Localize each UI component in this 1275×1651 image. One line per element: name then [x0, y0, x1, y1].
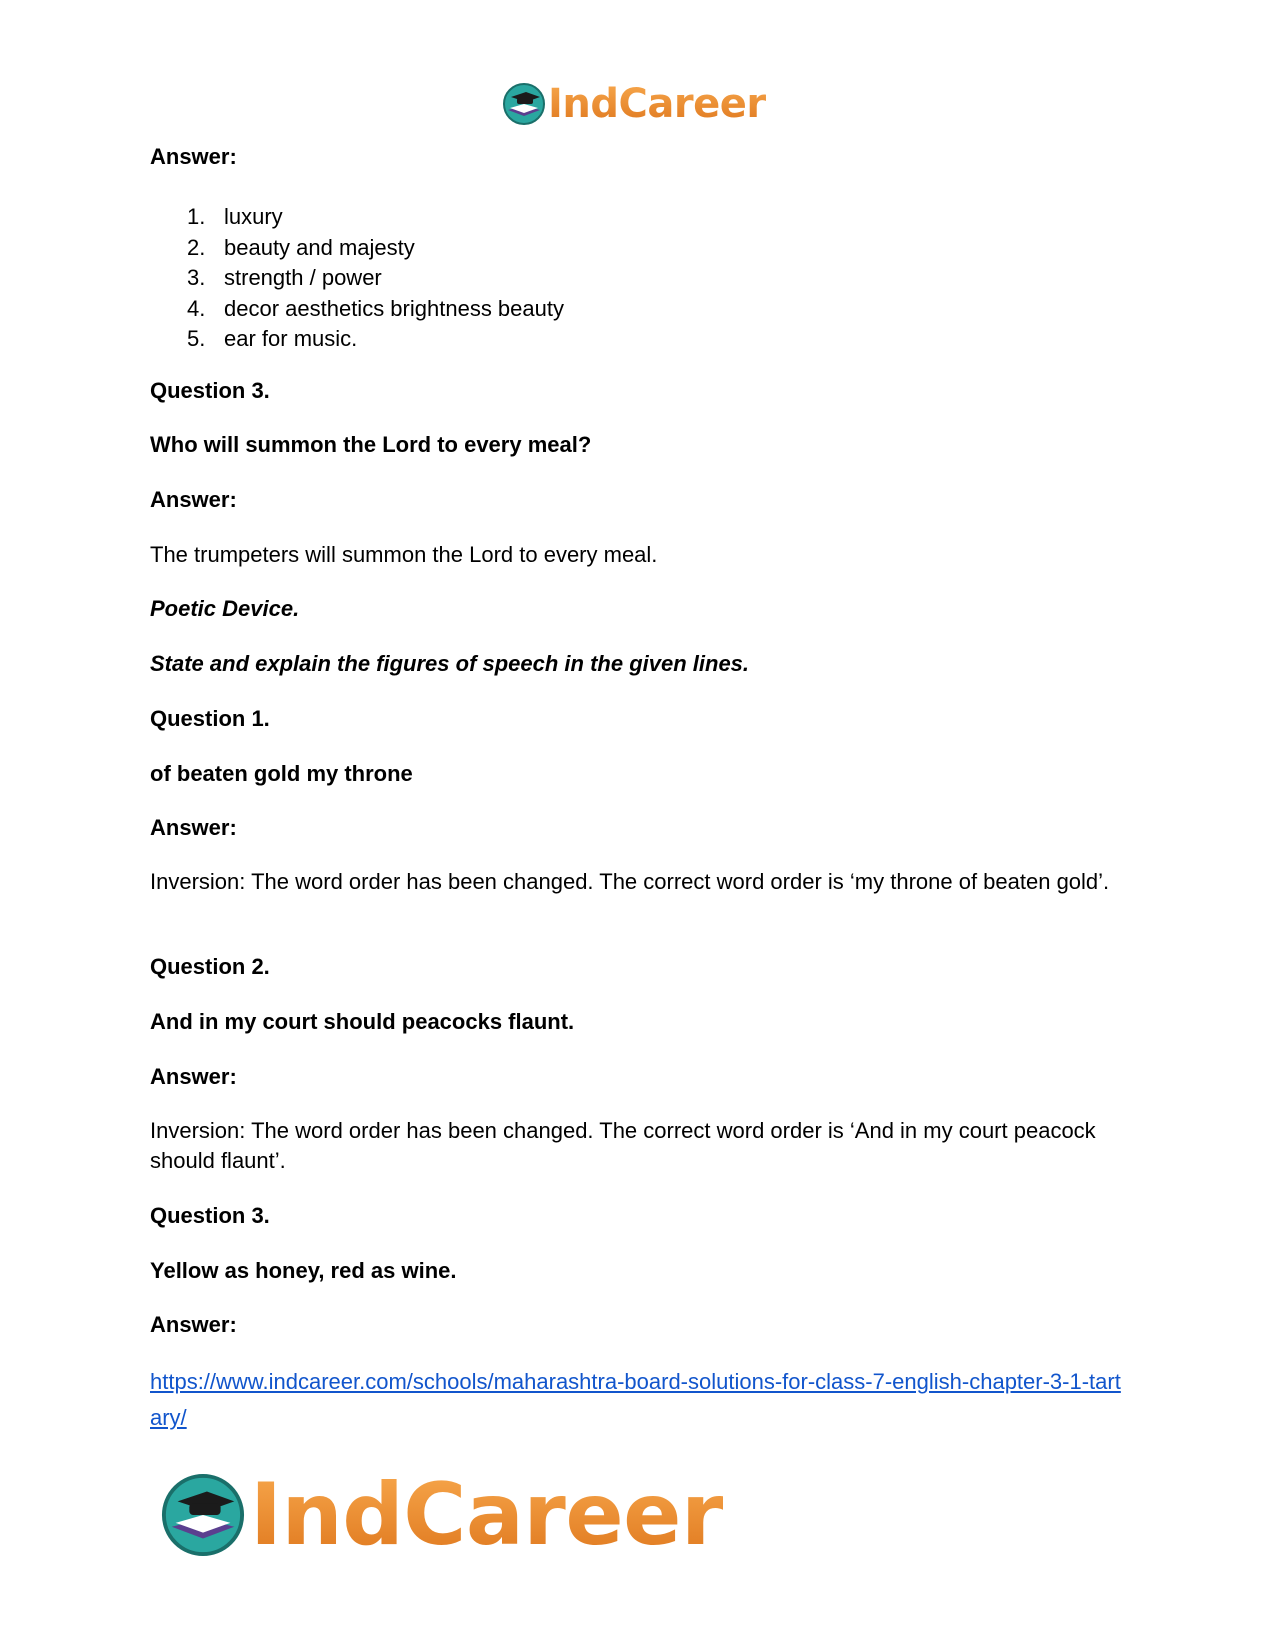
answer-label: Answer: [150, 815, 237, 840]
answer-text: Inversion: The word order has been changed. The correct word order is ‘my throne of beaten gold’. [150, 869, 1110, 894]
question-text: And in my court should peacocks flaunt. [150, 1009, 575, 1034]
answer-label: Answer: [150, 1064, 237, 1089]
question-label: Question 1. [150, 706, 270, 731]
list-item: 4. decor aesthetics brightness beauty [187, 295, 564, 321]
question-label: Question 2. [150, 954, 270, 979]
answer-label: Answer: [150, 1312, 237, 1337]
list-item: 5. ear for music. [187, 326, 358, 351]
footer-link-container [150, 1364, 1125, 1436]
question-label: Question 3. [150, 378, 270, 403]
answer-label: Answer: [150, 487, 237, 512]
list-item: 1. luxury [187, 204, 283, 229]
logo-wordmark: IndCareer [548, 81, 766, 127]
footer-logo [160, 1465, 723, 1565]
answer-text: Inversion: The word order has been changed. The correct word order is ‘And in my court peacock should flaunt’. [150, 1118, 1096, 1173]
source-url-link[interactable]: https://www.indcareer.com/schools/maharashtra-board-solutions-for-class-7-english-chapter-3-1-tartary/ [150, 1369, 1121, 1430]
section-instruction: State and explain the figures of speech in the given lines. [150, 651, 750, 676]
question-label: Question 3. [150, 1203, 270, 1228]
section-heading: Poetic Device. [150, 596, 300, 621]
list-item: 2. beauty and majesty [187, 234, 415, 260]
answer-label: Answer: [150, 144, 237, 169]
graduation-book-icon [160, 1472, 246, 1558]
answer-list [150, 202, 564, 355]
logo-wordmark: IndCareer [250, 1465, 723, 1565]
question-text: Yellow as honey, red as wine. [150, 1258, 457, 1283]
question-text: Who will summon the Lord to every meal? [150, 432, 592, 457]
list-item: 3. strength / power [187, 265, 382, 290]
question-text: of beaten gold my throne [150, 761, 413, 786]
graduation-book-icon [502, 82, 546, 126]
answer-text: The trumpeters will summon the Lord to every meal. [150, 542, 658, 567]
header-logo [502, 82, 766, 126]
